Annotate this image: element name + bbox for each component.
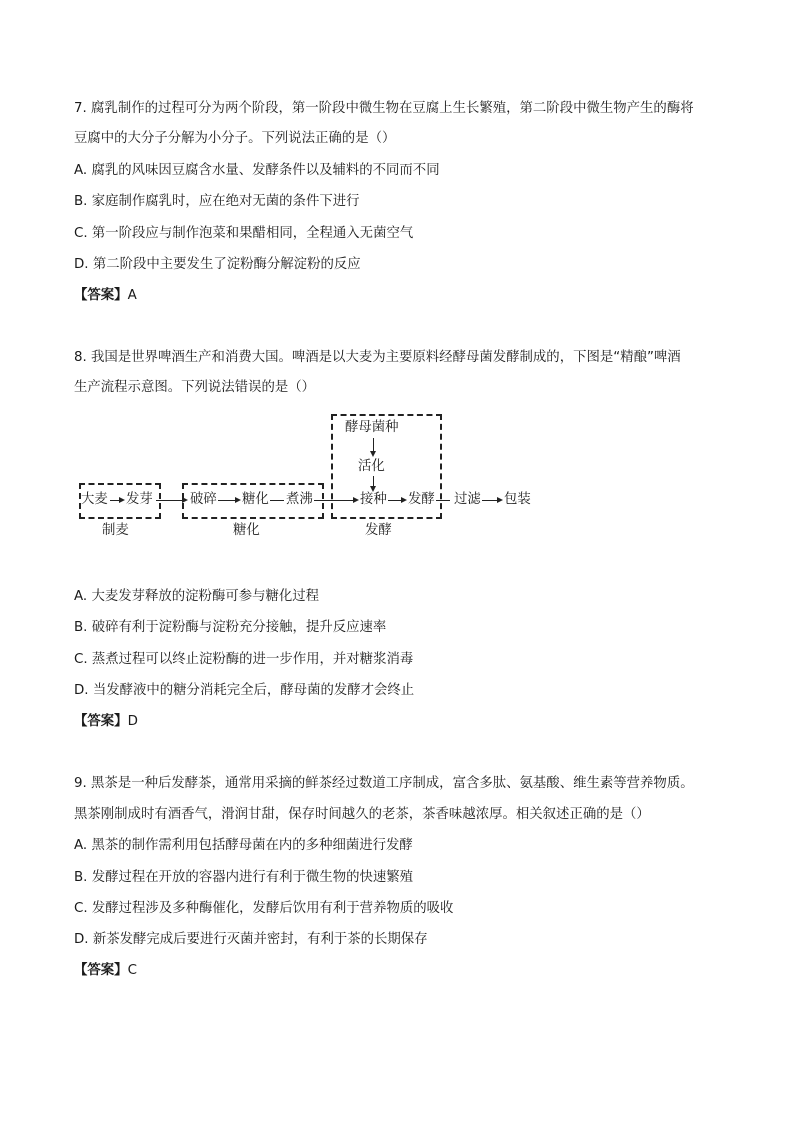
q9-stem-line1: 9. 黑茶是一种后发酵茶，通常用采摘的鲜茶经过数道工序制成，富含多肽、氨基酸、维生素等营养物质。 — [74, 776, 694, 791]
q9-option-c: C. 发酵过程涉及多种酶催化，发酵后饮用有利于营养物质的吸收 — [74, 901, 454, 916]
node-inoculate: 接种 — [360, 492, 387, 507]
q8-option-d: D. 当发酵液中的糖分消耗完全后，酵母菌的发酵才会终止 — [74, 683, 415, 698]
q8-stem-line1: 8. 我国是世界啤酒生产和消费大国。啤酒是以大麦为主要原料经酵母菌发酵制成的，下图是“精酿”啤酒 — [74, 350, 681, 365]
q7-option-a: A. 腐乳的风味因豆腐含水量、发酵条件以及辅料的不同而不同 — [74, 163, 440, 178]
q7-stem-line1: 7. 腐乳制作的过程可分为两个阶段，第一阶段中微生物在豆腐上生长繁殖，第二阶段中微生物产生的酶将 — [74, 101, 694, 116]
q7-answer-label: 【答案】 — [74, 288, 128, 303]
q7-answer-value: A — [127, 288, 137, 303]
node-filter: 过滤 — [454, 492, 481, 507]
q7-option-d: D. 第二阶段中主要发生了淀粉酶分解淀粉的反应 — [74, 257, 361, 272]
label-ferment: 发酵 — [365, 523, 392, 538]
q8-option-b: B. 破碎有利于淀粉酶与淀粉充分接触，提升反应速率 — [74, 620, 387, 635]
node-yeast: 酵母菌种 — [345, 420, 399, 435]
q9-option-a: A. 黑茶的制作需利用包括酵母菌在内的多种细菌进行发酵 — [74, 838, 413, 853]
q8-stem-line2: 生产流程示意图。下列说法错误的是（） — [74, 380, 316, 395]
q7-answer — [74, 287, 137, 305]
node-ferment: 发酵 — [408, 492, 435, 507]
q9-option-b: B. 发酵过程在开放的容器内进行有利于微生物的快速繁殖 — [74, 870, 414, 885]
node-barley: 大麦 — [81, 492, 108, 507]
q9-answer-label: 【答案】 — [74, 963, 128, 978]
q7-stem-line2: 豆腐中的大分子分解为小分子。下列说法正确的是（） — [74, 131, 396, 146]
node-saccharify: 糖化 — [242, 492, 269, 507]
q8-answer — [74, 713, 138, 731]
node-package: 包装 — [504, 492, 531, 507]
beer-process-diagram — [74, 410, 544, 540]
q8-option-c: C. 蒸煮过程可以终止淀粉酶的进一步作用，并对糖浆消毒 — [74, 652, 414, 667]
q8-answer-label: 【答案】 — [74, 714, 128, 729]
q9-answer-value: C — [127, 963, 137, 978]
label-saccharify: 糖化 — [233, 523, 260, 538]
node-germinate: 发芽 — [126, 492, 153, 507]
node-activate: 活化 — [358, 459, 385, 474]
q9-option-d: D. 新茶发酵完成后要进行灭菌并密封，有利于茶的长期保存 — [74, 932, 428, 947]
q7-option-b: B. 家庭制作腐乳时，应在绝对无菌的条件下进行 — [74, 194, 360, 209]
q8-option-a: A. 大麦发芽释放的淀粉酶可参与糖化过程 — [74, 589, 320, 604]
q9-stem-line2: 黑茶刚制成时有酒香气，滑润甘甜，保存时间越久的老茶，茶香味越浓厚。相关叙述正确的是（） — [74, 807, 650, 822]
node-crush: 破碎 — [190, 492, 217, 507]
q7-option-c: C. 第一阶段应与制作泡菜和果醋相同，全程通入无菌空气 — [74, 226, 414, 241]
q8-answer-value: D — [127, 714, 138, 729]
label-malting: 制麦 — [102, 523, 129, 538]
node-boil: 煮沸 — [286, 492, 313, 507]
q9-answer — [74, 962, 137, 980]
